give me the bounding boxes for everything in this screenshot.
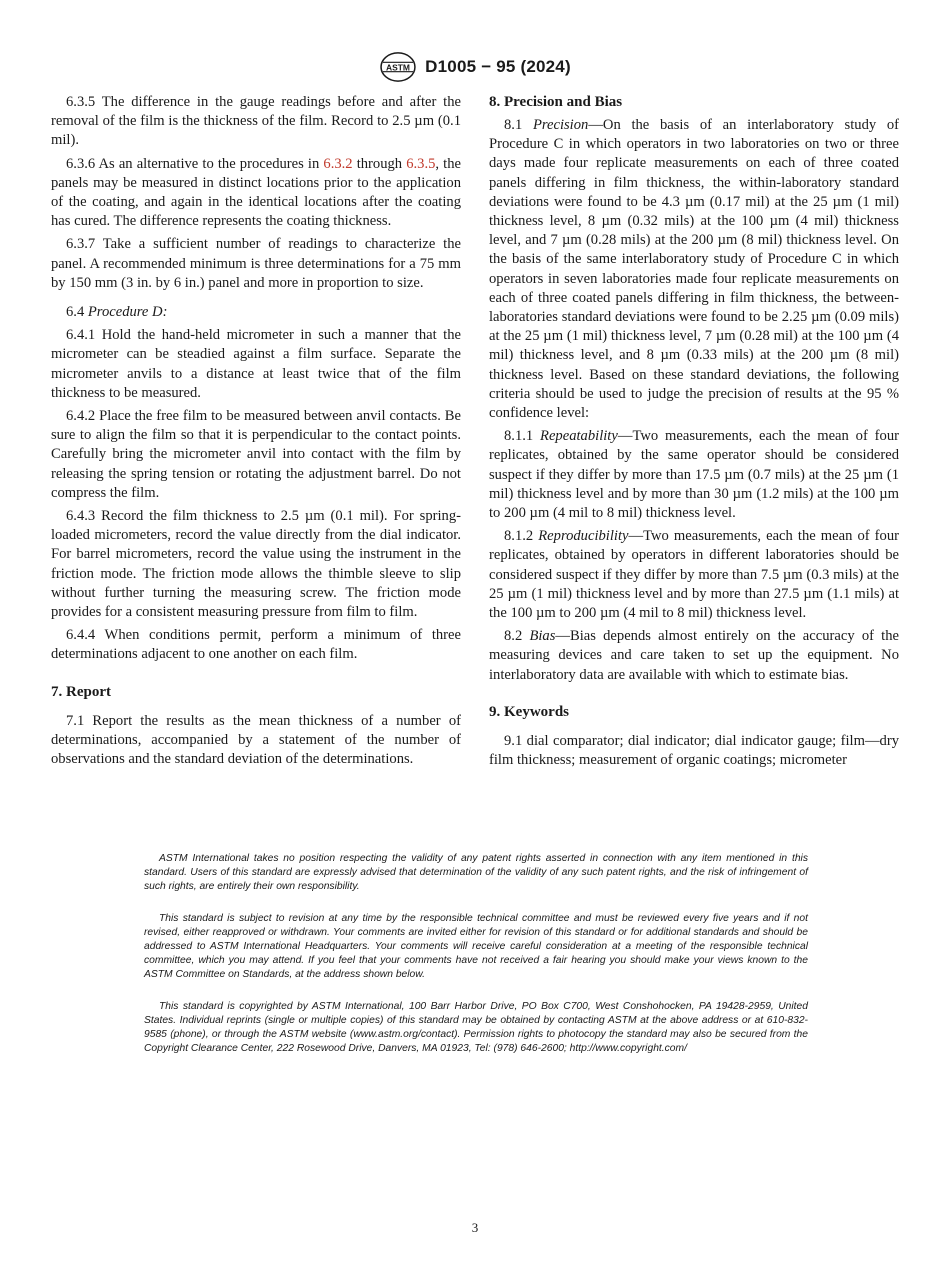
legal-notices: [144, 852, 808, 1074]
svg-text:ASTM: ASTM: [386, 62, 411, 73]
para-8-1: 8.1 Precision—On the basis of an interlaboratory study of Procedure C in which operators in two laboratories on two or three days made four replicate measurements on each of three coated panels differing in film thickness, the within-laboratory standard deviations were found to be 4.3 µm (0.17 mil) at the 25 µm (1 mil) thickness level, 8 µm (0.32 mils) at the 100 µm (4 mil) thickness level, and 7 µm (0.28 mils) at the 200 µm (8 mil) thickness level. On the basis of the same interlaboratory study of Procedure C in which operators in seven laboratories made four replicate measurements on each of three coated panels differing in film thickness, the between-laboratories standard deviations were found to be 2.25 µm (0.09 mils) at the 25 µm (1 mil) thickness level, 7 µm (0.28 mil) at the 100 µm (4 mil) thickness level, and 8 µm (0.33 mils) at the 200 µm (8 mil) thickness level. Based on these standard deviations, the following criteria should be used to judge the precision of results at the 95 % confidence level:: [489, 117, 899, 422]
page-number: 3: [471, 1220, 479, 1235]
para-6-4: 6.4 Procedure D:: [66, 304, 168, 321]
para-6-4-4: 6.4.4 When conditions permit, perform a minimum of three determinations adjacent to one another on each film.: [51, 627, 461, 663]
revision-notice: This standard is subject to revision at any time by the responsible technical committee and must be reviewed every five years and if not revised, either reapproved or withdrawn. Your comments are invited either for revision of this standard or for additional standards and should be addressed to ASTM International Headquarters. Your comments will receive careful consideration at a meeting of the responsible technical committee, which you may attend. If you feel that your comments have not received a fair hearing you should make your views known to the ASTM Committee on Standards, at the address shown below.: [144, 913, 808, 980]
para-7-1: 7.1 Report the results as the mean thickness of a number of determinations, accompanied by a statement of the number of observations and the standard deviation of the determinations.: [51, 712, 461, 768]
section-7-heading: 7. Report: [51, 683, 111, 700]
xref-6-3-2[interactable]: 6.3.2: [323, 155, 353, 172]
para-6-3-5: 6.3.5 The difference in the gauge readings before and after the removal of the film is the thickness of the film. Record to 2.5 µm (0.1 mil).: [51, 94, 461, 149]
patent-notice: ASTM International takes no position respecting the validity of any patent rights asserted in connection with any item mentioned in this standard. Users of this standard are expressly advised that determination of the validity of any such patent rights, and the risk of infringement of such rights, are entirely their own responsibility.: [144, 853, 808, 892]
para-8-1-1: 8.1.1 Repeatability—Two measurements, each the mean of four replicates, obtained by the same operator should be considered suspect if they differ by more than 17.5 µm (0.7 mils) at the 25 µm (1 mil) thickness level and by more than 30 µm (1.2 mils) at the 100 µm to 200 µm (4 mil to 8 mil) thickness level.: [489, 428, 899, 522]
section-9-heading: 9. Keywords: [489, 703, 569, 720]
right-column: [489, 93, 899, 774]
para-8-2: 8.2 Bias—Bias depends almost entirely on the accuracy of the measuring devices and care taken to set up the equipment. No interlaboratory data are available with which to estimate bias.: [489, 628, 899, 683]
para-6-3-6: 6.3.6 As an alternative to the procedures in 6.3.2 through 6.3.5, the panels may be measured in distinct locations prior to the application of the coating, and again in the identical locations after the coating has cured. The difference represents the coating thickness.: [51, 155, 461, 230]
para-6-4-1: 6.4.1 Hold the hand-held micrometer in such a manner that the micrometer can be steadied against a film surface. Separate the micrometer anvils to a distance at least twice that of the film thickness to be measured.: [51, 327, 461, 401]
copyright-notice: This standard is copyrighted by ASTM International, 100 Barr Harbor Drive, PO Box C700, West Conshohocken, PA 19428-2959, United States. Individual reprints (single or multiple copies) of this standard may be obtained by contacting ASTM at the above address or at 610-832-9585 (phone), or through the ASTM website (www.astm.org/contact). Permission rights to photocopy the standard may also be secured from the Copyright Clearance Center, 222 Rosewood Drive, Danvers, MA 01923, Tel: (978) 646-2600; http://www.copyright.com/: [144, 1001, 808, 1054]
astm-logo-icon: [379, 51, 417, 83]
document-designation: D1005 − 95 (2024): [425, 57, 571, 76]
xref-6-3-5[interactable]: 6.3.5: [406, 155, 436, 172]
para-6-3-7: 6.3.7 Take a sufficient number of readings to characterize the panel. A recommended minimum is three determinations for a 75 mm by 150 mm (3 in. by 6 in.) panel and more in proportion to size.: [51, 236, 461, 291]
page-header: [0, 50, 950, 84]
para-9-1: 9.1 dial comparator; dial indicator; dial indicator gauge; film—dry film thickness; measurement of organic coatings; micrometer: [489, 732, 899, 769]
para-6-4-3: 6.4.3 Record the film thickness to 2.5 µm (0.1 mil). For spring-loaded micrometers, record the value directly from the dial indicator. For barrel micrometers, record the value using the instrument in the friction mode. The friction mode allows the thimble sleeve to slip without further turning the measuring screw. The friction mode provides for a consistent measuring pressure from film to film.: [51, 508, 461, 621]
para-6-4-2: 6.4.2 Place the free film to be measured between anvil contacts. Be sure to align the film so that it is perpendicular to the contact points. Carefully bring the micrometer anvil into contact with the film by releasing the spring tension or rotating the adjustment barrel. Do not compress the film.: [51, 408, 461, 501]
section-8-heading: 8. Precision and Bias: [489, 94, 623, 110]
left-column: [51, 93, 461, 773]
para-8-1-2: 8.1.2 Reproducibility—Two measurements, each the mean of four replicates, obtained by operators in different laboratories should be considered suspect if they differ by more than 7.5 µm (0.3 mils) at the 25 µm (1 mil) thickness level and by more than 27.5 µm (1.1 mils) at the 100 µm to 200 µm (4 mil to 8 mil) thickness level.: [489, 528, 899, 622]
